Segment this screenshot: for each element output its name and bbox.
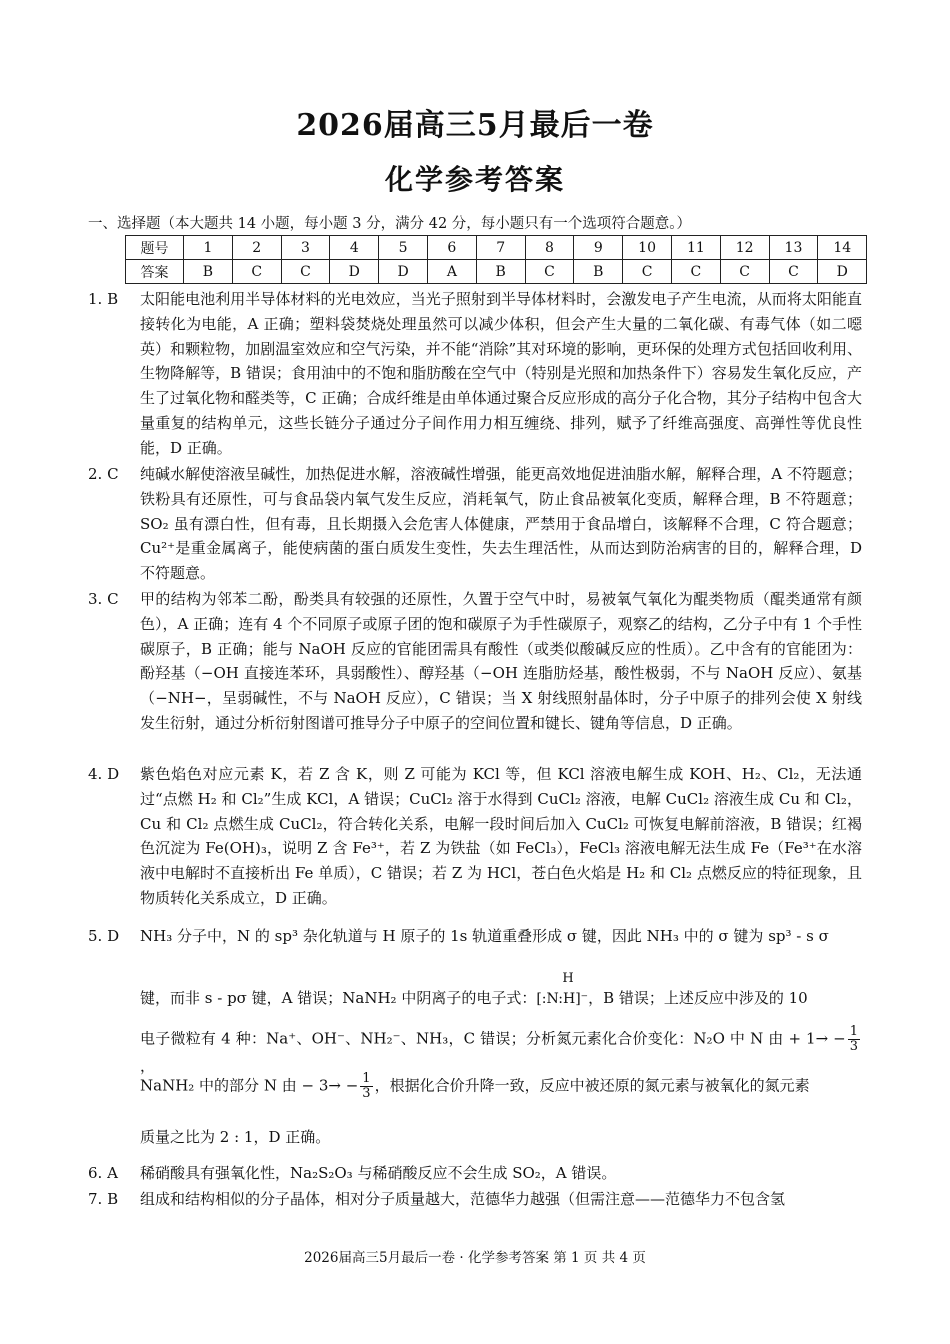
answer-cell: B bbox=[476, 260, 525, 284]
explanation-item bbox=[88, 462, 862, 586]
table-row-numbers bbox=[126, 236, 867, 260]
explanation-text: 甲的结构为邻苯二酚，酚类具有较强的还原性，久置于空气中时，易被氧气氧化为醌类物质（醌类通常有颜色），A 正确；连有 4 个不同原子或原子团的饱和碳原子为手性碳原子，观察乙的结构，乙分子中有 1 个手性碳原子，B 正确；能与 NaOH 反应的官能团需具有酸性（或类似酸碱反应的性质）。乙中含有的官能团为：酚羟基（−OH 直接连苯环，具弱酸性）、醇羟基（−OH 连脂肪烃基，酸性极弱，不与 NaOH 反应）、氨基（−NH−，呈弱碱性，不与 NaOH 反应），C 错误；当 X 射线照射晶体时，分子中原子的排列会使 X 射线发生衍射，通过分析衍射图谱可推导分子中原子的空间位置和键长、键角等信息，D 正确。 bbox=[140, 590, 862, 732]
question-number: 11 bbox=[671, 236, 720, 260]
fraction-one-third bbox=[360, 1072, 372, 1101]
answer-cell: C bbox=[720, 260, 769, 284]
question-number: 14 bbox=[818, 236, 867, 260]
explanation-item bbox=[88, 762, 862, 911]
explanation-text: 稀硝酸具有强氧化性，Na₂S₂O₃ 与稀硝酸反应不会生成 SO₂，A 错误。 bbox=[140, 1164, 617, 1182]
explanation-label: 3. C bbox=[88, 590, 119, 608]
fraction-denominator: 3 bbox=[849, 1039, 858, 1054]
q5-text-4a: NaNH₂ 中的部分 N 由 − 3→ − bbox=[140, 1076, 359, 1095]
explanation-text: 纯碱水解使溶液呈碱性，加热促进水解，溶液碱性增强，能更高效地促进油脂水解，解释合理，A 不符题意；铁粉具有还原性，可与食品袋内氧气发生反应，消耗氧气，防止食品被氧化变质，解释合理，B 不符题意；SO₂ 虽有漂白性，但有毒，且长期摄入会危害人体健康，严禁用于食品增白，该解释不合理，C 符合题意；Cu²⁺是重金属离子，能使病菌的蛋白质发生变性，失去生理活性，从而达到防治病害的目的，解释合理，D 不符题意。 bbox=[140, 465, 862, 583]
exam-title: 2026届高三5月最后一卷 bbox=[296, 108, 654, 143]
explanation-label: 5. D bbox=[88, 927, 120, 945]
question-number: 2 bbox=[232, 236, 281, 260]
answer-cell: D bbox=[818, 260, 867, 284]
fraction-denominator: 3 bbox=[362, 1086, 371, 1101]
answer-cell: D bbox=[379, 260, 428, 284]
answer-cell: C bbox=[769, 260, 818, 284]
fraction-numerator: 1 bbox=[849, 1024, 858, 1039]
answer-cell: B bbox=[574, 260, 623, 284]
explanation-label: 7. B bbox=[88, 1190, 119, 1208]
q5-line-5 bbox=[88, 1125, 862, 1150]
question-number: 13 bbox=[769, 236, 818, 260]
fraction-numerator: 1 bbox=[362, 1071, 371, 1086]
question-number: 6 bbox=[427, 236, 476, 260]
question-number: 8 bbox=[525, 236, 574, 260]
answer-cell: C bbox=[671, 260, 720, 284]
answer-cell: B bbox=[184, 260, 233, 284]
q5-line-2 bbox=[88, 970, 862, 1011]
page-footer: 2026届高三5月最后一卷 · 化学参考答案 第 1 页 共 4 页 bbox=[304, 1250, 646, 1266]
explanation-text: 组成和结构相似的分子晶体，相对分子质量越大，范德华力越强（但需注意——范德华力不包含氢 bbox=[140, 1190, 786, 1208]
answer-cell: C bbox=[281, 260, 330, 284]
question-number: 7 bbox=[476, 236, 525, 260]
row-label-question: 题号 bbox=[126, 236, 184, 260]
explanation-item bbox=[88, 587, 862, 736]
question-number: 9 bbox=[574, 236, 623, 260]
answer-cell: C bbox=[525, 260, 574, 284]
question-number: 1 bbox=[184, 236, 233, 260]
question-number: 3 bbox=[281, 236, 330, 260]
answer-cell: A bbox=[427, 260, 476, 284]
explanation-label: 1. B bbox=[88, 290, 119, 308]
fraction-one-third bbox=[848, 1025, 860, 1054]
q5-text-2a: 键，而非 s - pσ 键，A 错误；NaNH₂ 中阴离子的电子式： bbox=[140, 989, 537, 1007]
question-number: 4 bbox=[330, 236, 379, 260]
electron-formula-body: [:N:H]⁻ bbox=[536, 990, 589, 1007]
answer-cell: D bbox=[330, 260, 379, 284]
exam-subtitle: 化学参考答案 bbox=[384, 163, 565, 196]
answer-cell: C bbox=[623, 260, 672, 284]
row-label-answer: 答案 bbox=[126, 260, 184, 284]
question-number: 10 bbox=[623, 236, 672, 260]
explanation-item bbox=[88, 1161, 862, 1186]
explanation-item bbox=[88, 1187, 862, 1212]
q5-line-1: NH₃ 分子中，N 的 sp³ 杂化轨道与 H 原子的 1s 轨道重叠形成 σ 键，因此 NH₃ 中的 σ 键为 sp³ - s σ bbox=[140, 927, 829, 945]
table-row-answers bbox=[126, 260, 867, 284]
explanation-label: 6. A bbox=[88, 1164, 118, 1182]
explanation-label: 2. C bbox=[88, 465, 119, 483]
question-number: 5 bbox=[379, 236, 428, 260]
question-number: 12 bbox=[720, 236, 769, 260]
answer-cell: C bbox=[232, 260, 281, 284]
q5-text-5: 质量之比为 2 : 1，D 正确。 bbox=[140, 1128, 331, 1146]
explanation-text: 紫色焰色对应元素 K，若 Z 含 K，则 Z 可能为 KCl 等，但 KCl 溶液电解生成 KOH、H₂、Cl₂，无法通过“点燃 H₂ 和 Cl₂”生成 KCl，A 错误；CuCl₂ 溶于水得到 CuCl₂ 溶液，电解 CuCl₂ 溶液生成 Cu 和 Cl₂，Cu 和 Cl₂ 点燃生成 CuCl₂，符合转化关系，电解一段时间后加入 CuCl₂ 可恢复电解前溶液，B 错误；红褐色沉淀为 Fe(OH)₃，说明 Z 含 Fe³⁺，若 Z 为铁盐（如 FeCl₃），FeCl₃ 溶液电解无法生成 Fe（Fe³⁺在水溶液中电解时不直接析出 Fe 单质），C 错误；若 Z 为 HCl，苍白色火焰是 H₂ 和 Cl₂ 点燃反应的特征现象，且物质转化关系成立，D 正确。 bbox=[140, 765, 862, 907]
q5-line-3: 电子微粒有 4 种：Na⁺、OH⁻、NH₂⁻、NH₃，C 错误；分析氮元素化合价变化：N₂O 中 N 由 + 1→ − $\frac{1}{3}$ ， bbox=[140, 1024, 858, 1075]
answer-table bbox=[125, 235, 867, 284]
q5-text-2b: ，B 错误；上述反应中涉及的 10 bbox=[588, 989, 808, 1007]
electron-formula-h: H bbox=[562, 970, 574, 986]
q5-text-3a: 电子微粒有 4 种：Na⁺、OH⁻、NH₂⁻、NH₃，C 错误；分析氮元素化合价变化：N₂O 中 N 由 + 1→ − bbox=[140, 1029, 846, 1048]
q5-text-4b: ，根据化合价升降一致，反应中被还原的氮元素与被氧化的氮元素 bbox=[374, 1076, 810, 1095]
section-heading: 一、选择题（本大题共 14 小题，每小题 3 分，满分 42 分，每小题只有一个选项符合题意。） bbox=[88, 216, 692, 232]
explanation-label: 4. D bbox=[88, 765, 120, 783]
explanation-item-5 bbox=[88, 924, 862, 949]
explanation-text: 太阳能电池利用半导体材料的光电效应，当光子照射到半导体材料时，会激发电子产生电流，从而将太阳能直接转化为电能，A 正确；塑料袋焚烧处理虽然可以减少体积，但会产生大量的二氧化碳、有毒气体（如二噁英）和颗粒物，加剧温室效应和空气污染，并不能“消除”其对环境的影响，更环保的处理方式包括回收利用、生物降解等，B 错误；食用油中的不饱和脂肪酸在空气中（特别是光照和加热条件下）容易发生氧化反应，产生了过氧化物和醛类等，C 正确；合成纤维是由单体通过聚合反应形成的高分子化合物，其分子结构中包含大量重复的结构单元，这些长链分子通过分子间作用力相互缠绕、排列，赋予了纤维高强度、高弹性等优良性能，D 正确。 bbox=[140, 290, 862, 457]
explanation-item bbox=[88, 287, 862, 461]
q5-line-4 bbox=[88, 1072, 862, 1101]
electron-formula bbox=[536, 970, 589, 1012]
